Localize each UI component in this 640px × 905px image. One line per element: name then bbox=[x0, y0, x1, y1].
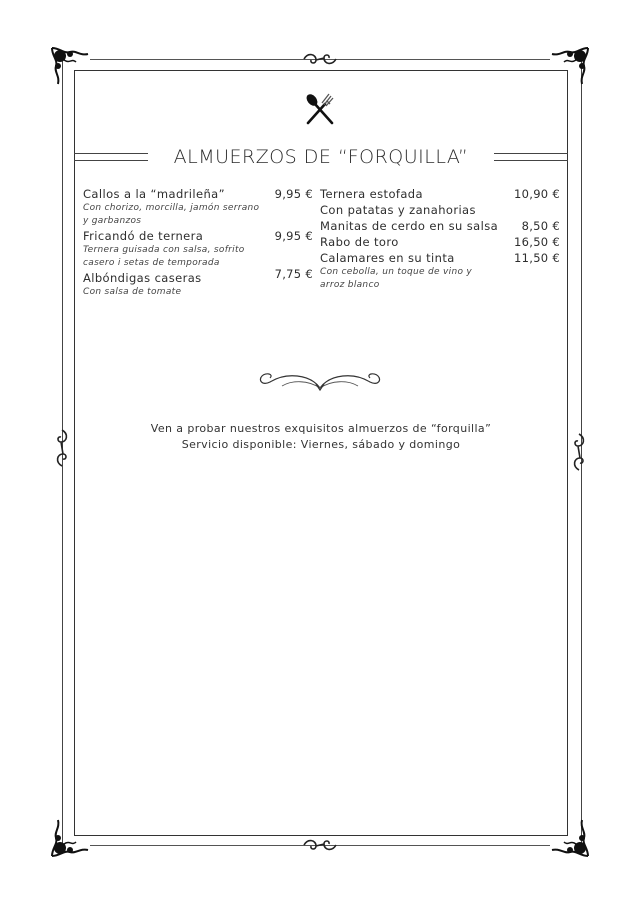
item-name: Rabo de toro bbox=[320, 235, 399, 249]
menu-item bbox=[83, 228, 313, 270]
item-price: 9,95 € bbox=[274, 229, 313, 243]
corner-ornament-icon bbox=[50, 46, 94, 90]
fork-spoon-crossed-icon bbox=[303, 92, 337, 126]
menu-left-column bbox=[83, 186, 313, 299]
item-name: Fricandó de ternera bbox=[83, 229, 204, 243]
item-name: Manitas de cerdo en su salsa bbox=[320, 219, 499, 233]
menu-item bbox=[320, 218, 560, 234]
item-price: 16,50 € bbox=[514, 235, 560, 249]
item-price: 11,50 € bbox=[514, 251, 560, 265]
footer-line-1: Ven a probar nuestros exquisitos almuerzos de “forquilla” bbox=[150, 422, 492, 435]
title-rule-right bbox=[494, 153, 568, 161]
item-price: 8,50 € bbox=[521, 219, 560, 233]
item-subtitle: Con patatas y zanahorias bbox=[320, 203, 476, 217]
menu-title-row bbox=[74, 144, 568, 174]
menu-right-column bbox=[320, 186, 560, 292]
corner-ornament-icon bbox=[50, 814, 94, 858]
item-description: Con salsa de tomate bbox=[83, 287, 182, 297]
item-name: Calamares en su tinta bbox=[320, 251, 455, 265]
scroll-ornament-icon bbox=[572, 432, 586, 472]
frame-inner bbox=[74, 70, 568, 836]
item-description: Con cebolla, un toque de vino y arroz blanco bbox=[320, 267, 473, 290]
scroll-ornament-icon bbox=[302, 838, 338, 852]
item-name: Albóndigas caseras bbox=[83, 271, 202, 285]
corner-ornament-icon bbox=[546, 46, 590, 90]
menu-item bbox=[320, 186, 560, 218]
scroll-ornament-icon bbox=[55, 428, 69, 468]
flourish-divider-icon bbox=[256, 368, 384, 394]
menu-item bbox=[83, 186, 313, 228]
item-price: 9,95 € bbox=[274, 187, 313, 201]
item-description: Con chorizo, morcilla, jamón serrano y garbanzos bbox=[83, 203, 260, 226]
menu-title: ALMUERZOS DE “FORQUILLA” bbox=[173, 146, 469, 168]
corner-ornament-icon bbox=[546, 814, 590, 858]
scroll-ornament-icon bbox=[302, 52, 338, 66]
menu-item bbox=[320, 250, 560, 292]
item-description: Ternera guisada con salsa, sofrito casero i setas de temporada bbox=[83, 245, 245, 268]
item-price: 7,75 € bbox=[274, 267, 313, 281]
item-price: 10,90 € bbox=[514, 187, 560, 201]
menu-item bbox=[83, 267, 313, 299]
item-name: Ternera estofada bbox=[320, 187, 423, 201]
item-name: Callos a la “madrileña” bbox=[83, 187, 225, 201]
footer-line-2: Servicio disponible: Viernes, sábado y domingo bbox=[181, 438, 461, 451]
menu-item bbox=[320, 234, 560, 250]
